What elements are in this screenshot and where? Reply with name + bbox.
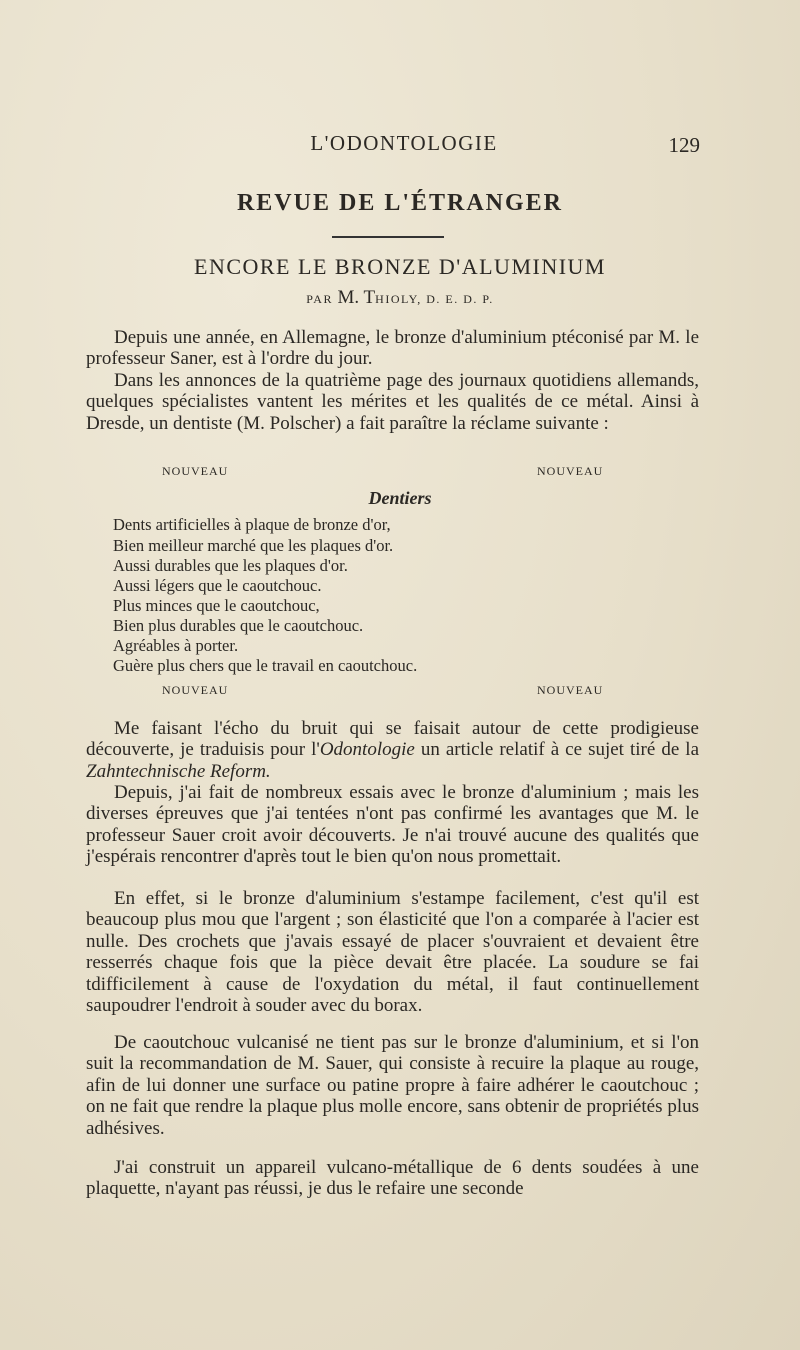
paragraph-3-text-a: Me faisant l'écho du bruit qui se faisait autour de cette prodigieuse découverte, je traduisis pour l' — [86, 718, 699, 761]
ad-nouveau-top-left: NOUVEAU — [162, 464, 229, 478]
byline-author-rest: HIOLY, — [375, 292, 422, 306]
paragraph-5: En effet, si le bronze d'aluminium s'estampe facilement, c'est qu'il est beaucoup plus mou que l'argent ; son élasticité que l'on a comparée à l'acier est nulle. Des crochets que j'avais essayé de placer s'ouvraient et devaient être resserrés chaque fois que la pièce devait être placée. La soudure se fai tdifficilement à cause de l'oxydation du métal, il faut continuellement saupoudrer l'endroit à souder avec du borax. — [86, 888, 699, 1017]
ad-title: Dentiers — [368, 488, 432, 508]
ad-line: Agréables à porter. — [113, 636, 239, 655]
ad-line: Plus minces que le caoutchouc, — [113, 596, 320, 615]
paragraph-6: De caoutchouc vulcanisé ne tient pas sur le bronze d'aluminium, et si l'on suit la recommandation de M. Sauer, qui consiste à recuire la plaque au rouge, afin de lui donner une surface ou patine propre à faire adhérer le caoutchouc ; on ne fait que rendre la plaque plus molle encore, sans obtenir de propriétés plus adhésives. — [86, 1032, 699, 1139]
source-name: Zahntechnische Reform. — [86, 760, 271, 782]
paragraph-4: Depuis, j'ai fait de nombreux essais avec le bronze d'aluminium ; mais les diverses épreuves que j'ai tentées n'ont pas confirmé les avantages que M. le professeur Sauer croit avoir découverts. Je n'ai trouvé aucune des qualités que j'espérais rencontrer d'après tout le bien qu'on nous promettait. — [86, 782, 699, 868]
ad-line: Dents artificielles à plaque de bronze d'or, — [113, 515, 391, 534]
ad-line: Bien plus durables que le caoutchouc. — [113, 616, 364, 635]
ad-line: Aussi durables que les plaques d'or. — [113, 556, 348, 575]
running-title: L'ODONTOLOGIE — [310, 131, 498, 155]
ad-line: Guère plus chers que le travail en caoutchouc. — [113, 656, 418, 675]
paragraph-1: Depuis une année, en Allemagne, le bronze d'aluminium ptéconisé par M. le professeur Saner, est à l'ordre du jour. — [86, 327, 699, 370]
byline-title: D. E. D. P. — [426, 292, 494, 306]
ad-nouveau-bottom-right: NOUVEAU — [537, 683, 604, 697]
paragraph-3-text-b: un article relatif à ce sujet tiré de la — [414, 739, 699, 761]
byline-author-initial: M. T — [337, 287, 376, 308]
ad-line: Aussi légers que le caoutchouc. — [113, 576, 322, 595]
paragraph-2: Dans les annonces de la quatrième page des journaux quotidiens allemands, quelques spécialistes vantent les mérites et les qualités de ce métal. Ainsi à Dresde, un dentiste (M. Polscher) a fait paraître la réclame suivante : — [86, 370, 699, 434]
ad-line: Bien meilleur marché que les plaques d'or. — [113, 536, 394, 555]
paragraph-3 — [86, 718, 699, 782]
page-number: 129 — [668, 133, 700, 157]
ad-nouveau-top-right: NOUVEAU — [537, 464, 604, 478]
byline-par: PAR — [306, 292, 333, 306]
section-title: REVUE DE L'ÉTRANGER — [236, 190, 564, 216]
running-head — [108, 131, 700, 161]
byline — [100, 287, 700, 309]
paragraph-7: J'ai construit un appareil vulcano-métallique de 6 dents soudées à une plaquette, n'ayant pas réussi, je dus le refaire une seconde — [86, 1157, 699, 1200]
section-rule — [332, 236, 444, 238]
journal-name: Odontologie — [319, 739, 415, 761]
article-title: ENCORE LE BRONZE D'ALUMINIUM — [194, 254, 606, 279]
ad-nouveau-bottom-left: NOUVEAU — [162, 683, 229, 697]
